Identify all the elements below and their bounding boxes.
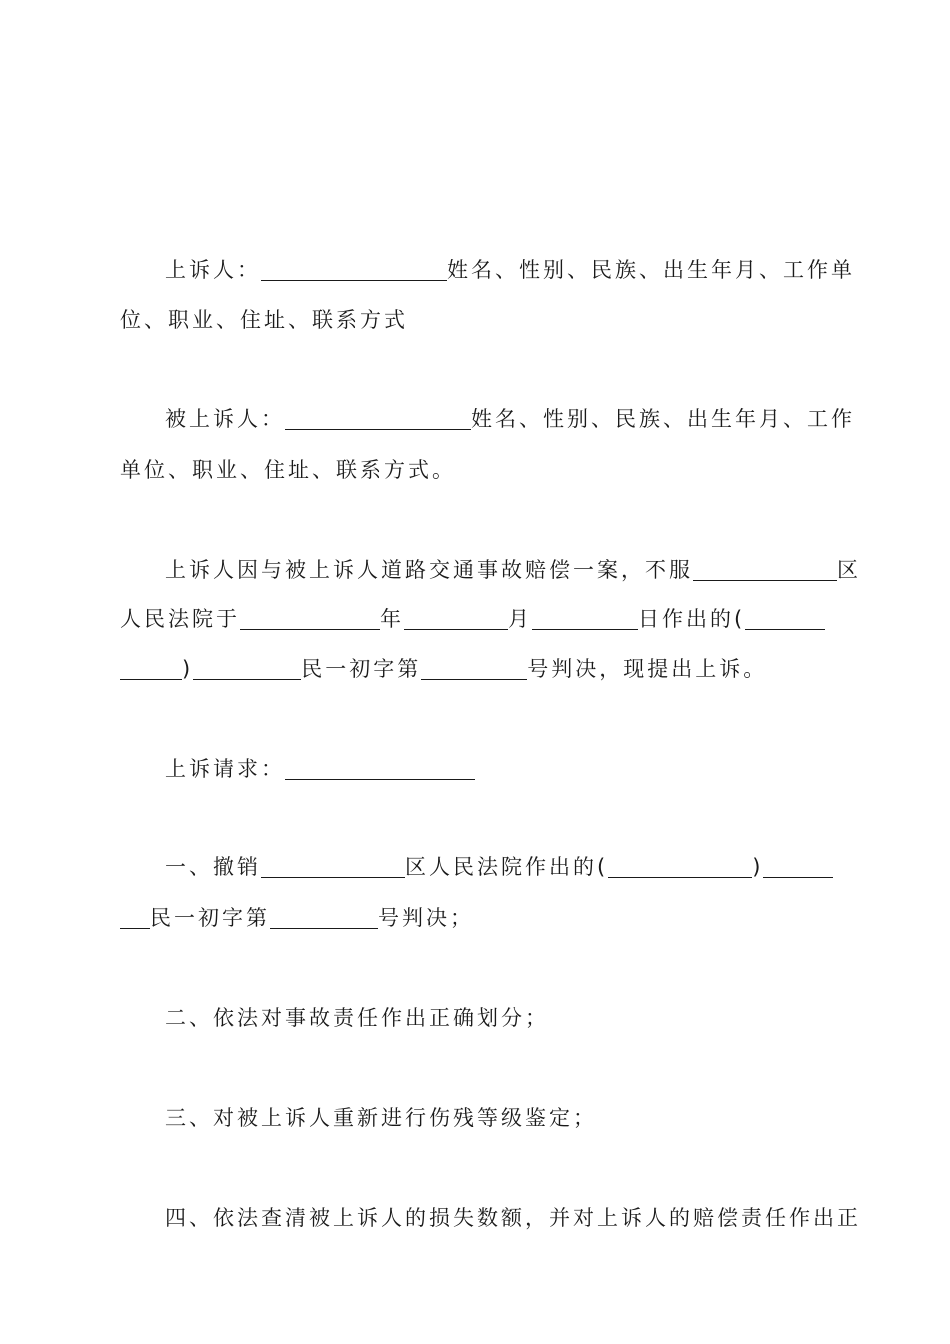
appellant-line-1 [165,256,855,284]
item-1-end: 号判决； [378,906,474,930]
appeal-request-blank[interactable] [285,759,475,780]
case-statement-line-1 [165,556,861,584]
item-1-case-year-blank[interactable] [608,857,752,878]
item-4-line [165,1204,861,1232]
appellee-name-blank[interactable] [285,409,471,430]
case-code-blank[interactable] [193,659,301,680]
item-1-case-number-blank[interactable] [270,908,378,929]
item-1-court: 区人民法院作出的( [405,855,609,879]
appellee-info-1: 姓名、性别、民族、出生年月、工作 [471,407,855,431]
item-1-case-code-blank-part1[interactable] [763,857,833,878]
month-label: 月 [508,607,532,631]
item-4-text: 四、依法查清被上诉人的损失数额，并对上诉人的赔偿责任作出正 [165,1206,861,1230]
appeal-request-label: 上诉请求： [165,757,285,781]
appellee-line-1 [165,405,855,433]
appellant-info-1: 姓名、性别、民族、出生年月、工作单 [447,258,855,282]
court-prefix: 人民法院于 [120,607,240,631]
case-number-blank[interactable] [421,659,527,680]
item-1-civil: 民一初字第 [150,906,270,930]
item-1-line-2 [120,904,832,932]
case-statement-text-1: 上诉人因与被上诉人道路交通事故赔偿一案，不服 [165,558,693,582]
case-statement-line-3 [120,655,832,683]
item-3-line [165,1104,832,1132]
appellant-label: 上诉人： [165,258,261,282]
item-2-text: 二、依法对事故责任作出正确划分； [165,1006,549,1030]
item-3-text: 三、对被上诉人重新进行伤残等级鉴定； [165,1106,597,1130]
close-paren: ) [182,657,194,681]
appellee-line-2 [120,456,832,484]
case-year-blank-part2[interactable] [120,659,182,680]
day-blank[interactable] [532,609,638,630]
item-1-close-paren: ) [752,855,764,879]
case-statement-line-2 [120,605,832,633]
year-blank[interactable] [240,609,380,630]
item-1-line-1 [165,853,832,881]
item-2-line [165,1004,832,1032]
appellant-name-blank[interactable] [261,260,447,281]
civil-case-label: 民一初字第 [301,657,422,681]
district-label: 区 [837,558,861,582]
item-1-case-code-blank-part2[interactable] [120,908,150,929]
appellant-info-2: 位、职业、住址、联系方式 [120,308,408,332]
case-year-blank-part1[interactable] [745,609,825,630]
appellant-line-2 [120,306,832,334]
month-blank[interactable] [404,609,508,630]
item-1-district-blank[interactable] [261,857,405,878]
district-blank[interactable] [693,560,837,581]
year-label: 年 [380,607,404,631]
appeal-request-line [165,755,832,783]
day-made-label: 日作出的( [638,607,746,631]
judgment-end: 号判决，现提出上诉。 [527,657,768,681]
appellee-label: 被上诉人： [165,407,285,431]
appellee-info-2: 单位、职业、住址、联系方式。 [120,458,456,482]
item-1-prefix: 一、撤销 [165,855,261,879]
